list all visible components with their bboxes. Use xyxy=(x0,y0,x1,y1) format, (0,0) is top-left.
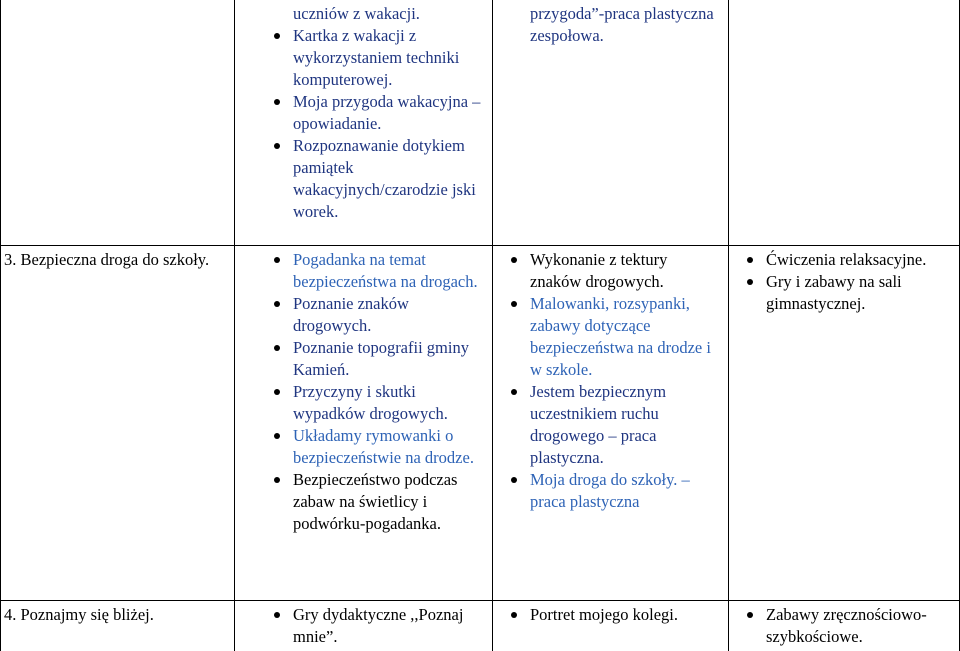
bullet-icon xyxy=(511,389,517,395)
bullet-icon xyxy=(274,301,280,307)
row-3-topic: 3. Bezpieczna droga do szkoły. xyxy=(4,250,210,269)
bullet-icon xyxy=(274,143,280,149)
row-continued-col3 xyxy=(502,3,722,47)
list-item: Wykonanie z tektury znaków drogowych. xyxy=(502,249,722,293)
table-column-divider xyxy=(234,0,235,651)
bullet-icon xyxy=(511,477,517,483)
list-item: Kartka z wakacji z wykorzystaniem techniki komputerowej. xyxy=(265,25,487,91)
bullet-icon xyxy=(274,257,280,263)
list-item: Portret mojego kolegi. xyxy=(502,604,722,626)
list-item: Pogadanka na temat bezpieczeństwa na drogach. xyxy=(265,249,487,293)
bullet-icon xyxy=(747,279,753,285)
table-row-divider xyxy=(0,245,960,246)
bullet-icon xyxy=(274,389,280,395)
bullet-icon xyxy=(511,257,517,263)
bullet-icon xyxy=(511,301,517,307)
row-3-col3 xyxy=(502,249,722,513)
list-item: Moja droga do szkoły. – praca plastyczna xyxy=(502,469,722,513)
bullet-icon xyxy=(274,345,280,351)
row-3-col4 xyxy=(738,249,958,315)
list-item: przygoda”-praca plastyczna zespołowa. xyxy=(530,4,714,45)
row-4-topic: 4. Poznajmy się bliżej. xyxy=(4,605,154,624)
bullet-icon xyxy=(747,612,753,618)
row-4-col4 xyxy=(738,604,958,648)
list-item: uczniów z wakacji. xyxy=(293,4,420,23)
bullet-icon xyxy=(274,477,280,483)
list-item: Ćwiczenia relaksacyjne. xyxy=(738,249,958,271)
row-continued-col2 xyxy=(265,3,487,223)
bullet-icon xyxy=(274,433,280,439)
bullet-icon xyxy=(274,99,280,105)
bullet-icon xyxy=(511,612,517,618)
row-3-col2 xyxy=(265,249,487,535)
list-item: Moja przygoda wakacyjna – opowiadanie. xyxy=(265,91,487,135)
table-row-divider xyxy=(0,600,960,601)
list-item: Rozpoznawanie dotykiem pamiątek wakacyjnych/czarodzie jski worek. xyxy=(265,135,487,223)
row-4-col3 xyxy=(502,604,722,626)
list-item: Bezpieczeństwo podczas zabaw na świetlicy i podwórku-pogadanka. xyxy=(265,469,487,535)
bullet-icon xyxy=(274,33,280,39)
list-item: Układamy rymowanki o bezpieczeństwie na drodze. xyxy=(265,425,487,469)
list-item: Zabawy zręcznościowo-szybkościowe. xyxy=(738,604,958,648)
bullet-icon xyxy=(747,257,753,263)
table-border-left xyxy=(0,0,1,651)
list-item: Przyczyny i skutki wypadków drogowych. xyxy=(265,381,487,425)
list-item: Gry i zabawy na sali gimnastycznej. xyxy=(738,271,958,315)
bullet-icon xyxy=(274,612,280,618)
table-column-divider xyxy=(728,0,729,651)
list-item: Poznanie znaków drogowych. xyxy=(265,293,487,337)
row-4-col2 xyxy=(265,604,487,648)
list-item: Malowanki, rozsypanki, zabawy dotyczące bezpieczeństwa na drodze i w szkole. xyxy=(502,293,722,381)
list-item: Jestem bezpiecznym uczestnikiem ruchu drogowego – praca plastyczna. xyxy=(502,381,722,469)
list-item: Gry dydaktyczne ,,Poznaj mnie”. xyxy=(265,604,487,648)
table-column-divider xyxy=(492,0,493,651)
list-item: Poznanie topografii gminy Kamień. xyxy=(265,337,487,381)
